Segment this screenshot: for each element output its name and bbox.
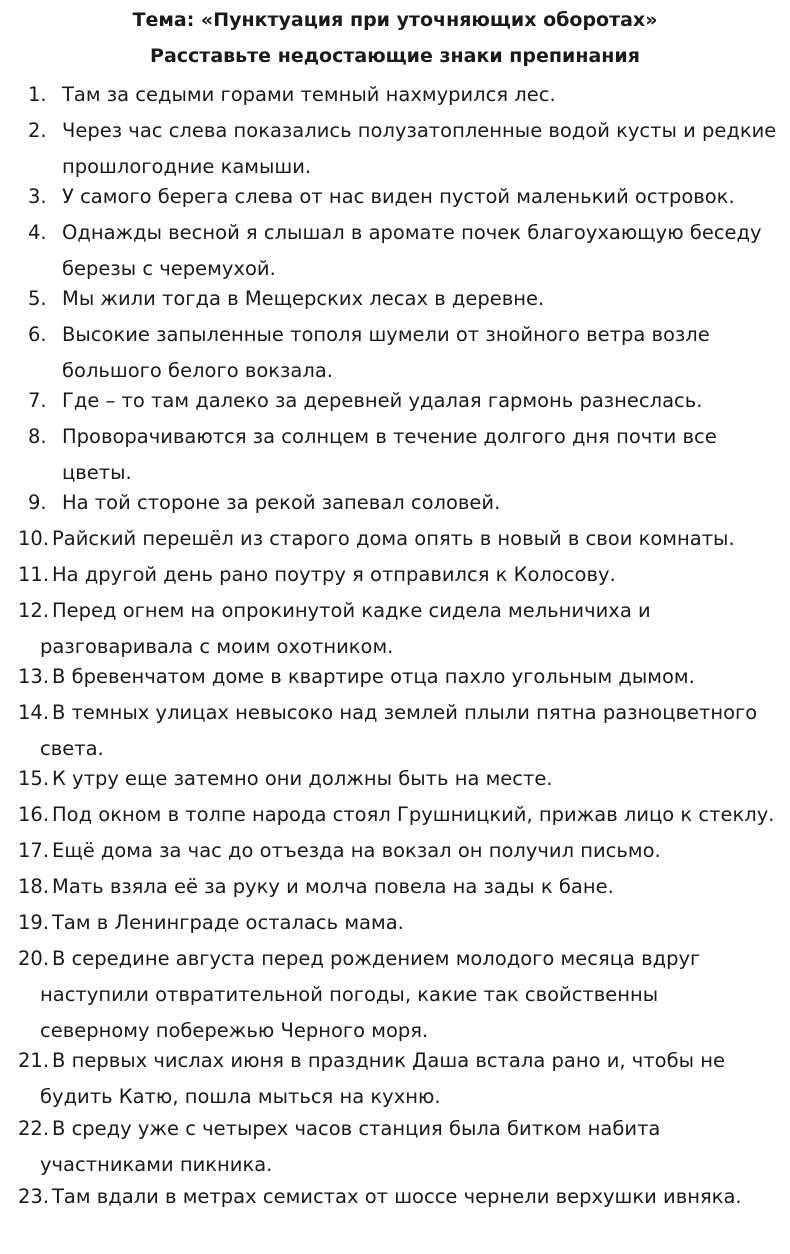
item-text-line: света.	[40, 737, 104, 760]
item-text-line: Проворачиваются за солнцем в течение долгого дня почти все	[62, 425, 717, 448]
item-text-line: Под окном в толпе народа стоял Грушницкий, прижав лицо к стеклу.	[52, 803, 775, 826]
item-text-line: Высокие запыленные тополя шумели от знойного ветра возле	[62, 323, 710, 346]
item-number: 1.	[28, 83, 47, 106]
item-text-line: прошлогодние камыши.	[62, 155, 312, 178]
item-text-line: В среду уже с четырех часов станция была битком набита	[52, 1117, 661, 1140]
item-number: 13.	[18, 665, 50, 688]
item-number: 2.	[28, 119, 47, 142]
item-text-line: В первых числах июня в праздник Даша встала рано и, чтобы не	[52, 1049, 725, 1072]
item-number: 11.	[18, 563, 50, 586]
item-number: 14.	[18, 701, 50, 724]
item-number: 21.	[18, 1049, 50, 1072]
item-text-line: большого белого вокзала.	[62, 359, 333, 382]
item-text-line: будить Катю, пошла мыться на кухню.	[40, 1085, 441, 1108]
item-text-line: Ещё дома за час до отъезда на вокзал он получил письмо.	[52, 839, 661, 862]
item-number: 9.	[28, 491, 47, 514]
item-text-line: В середине августа перед рождением молодого месяца вдруг	[52, 947, 701, 970]
item-number: 23.	[18, 1185, 50, 1208]
item-number: 4.	[28, 221, 47, 244]
item-number: 15.	[18, 767, 50, 790]
item-text-line: Мы жили тогда в Мещерских лесах в деревне.	[62, 287, 545, 310]
item-text-line: Райский перешёл из старого дома опять в новый в свои комнаты.	[52, 527, 735, 550]
item-number: 18.	[18, 875, 50, 898]
item-text-line: Там вдали в метрах семистах от шоссе чернели верхушки ивняка.	[52, 1185, 742, 1208]
item-text-line: участниками пикника.	[40, 1153, 273, 1176]
item-number: 10.	[18, 527, 50, 550]
item-text-line: северному побережью Черного моря.	[40, 1019, 429, 1042]
item-number: 20.	[18, 947, 50, 970]
item-text-line: Через час слева показались полузатопленные водой кусты и редкие	[62, 119, 777, 142]
item-text-line: В бревенчатом доме в квартире отца пахло угольным дымом.	[52, 665, 695, 688]
item-text-line: наступили отвратительной погоды, какие так свойственны	[40, 983, 659, 1006]
item-text-line: цветы.	[62, 461, 132, 484]
item-number: 8.	[28, 425, 47, 448]
item-text-line: На другой день рано поутру я отправился к Колосову.	[52, 563, 616, 586]
page-title: Тема: «Пунктуация при уточняющих оборотах»	[132, 9, 658, 31]
item-text-line: березы с черемухой.	[62, 257, 276, 280]
item-text-line: Где – то там далеко за деревней удалая гармонь разнеслась.	[62, 389, 703, 412]
item-text-line: К утру еще затемно они должны быть на месте.	[52, 767, 553, 790]
item-text-line: Мать взяла её за руку и молча повела на зады к бане.	[52, 875, 614, 898]
item-text-line: В темных улицах невысоко над землей плыли пятна разноцветного	[52, 701, 758, 724]
item-number: 6.	[28, 323, 47, 346]
item-number: 3.	[28, 185, 47, 208]
item-text-line: разговаривала с моим охотником.	[40, 635, 394, 658]
item-number: 22.	[18, 1117, 50, 1140]
item-text-line: Там за седыми горами темный нахмурился лес.	[62, 83, 556, 106]
item-text-line: Однажды весной я слышал в аромате почек благоухающую беседу	[62, 221, 762, 244]
item-text-line: На той стороне за рекой запевал соловей.	[62, 491, 501, 514]
page-subtitle: Расставьте недостающие знаки препинания	[150, 45, 640, 67]
item-number: 5.	[28, 287, 47, 310]
item-number: 16.	[18, 803, 50, 826]
item-number: 12.	[18, 599, 50, 622]
item-text-line: У самого берега слева от нас виден пустой маленький островок.	[62, 185, 735, 208]
item-text-line: Перед огнем на опрокинутой кадке сидела мельничиха и	[52, 599, 651, 622]
item-text-line: Там в Ленинграде осталась мама.	[52, 911, 404, 934]
item-number: 19.	[18, 911, 50, 934]
item-number: 17.	[18, 839, 50, 862]
item-number: 7.	[28, 389, 47, 412]
